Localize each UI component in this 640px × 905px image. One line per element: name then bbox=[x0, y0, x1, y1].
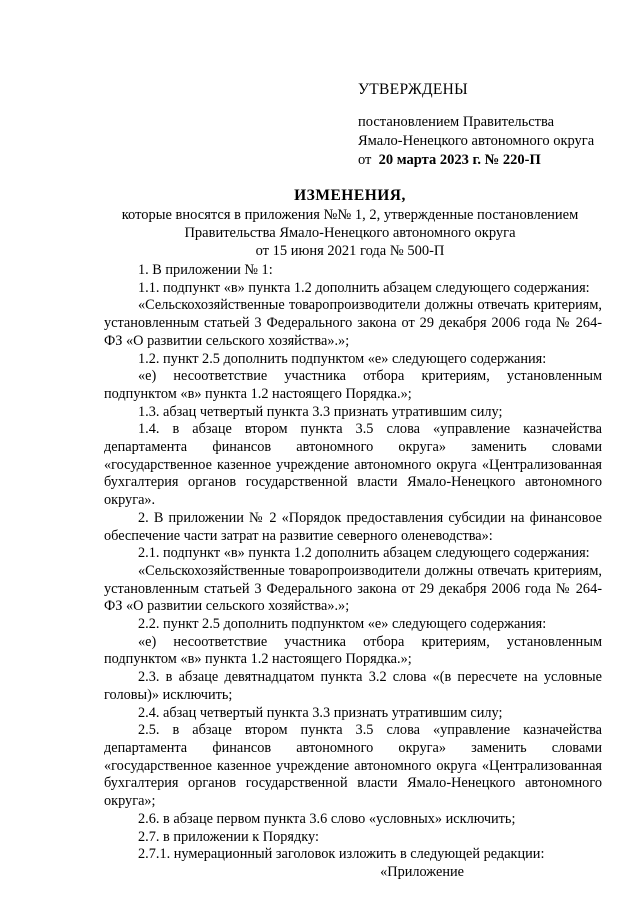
paragraph: 2.7.1. нумерационный заголовок изложить в следующей редакции: bbox=[138, 846, 545, 863]
paragraph: 2.2. пункт 2.5 дополнить подпунктом «е» следующего содержания: bbox=[138, 616, 547, 633]
document-title-block bbox=[90, 186, 610, 260]
title-line-3: от 15 июня 2021 года № 500-П bbox=[255, 243, 445, 259]
paragraph: 2.3. в абзаце девятнадцатом пункта 3.2 слова «(в пересчете на условные головы)» исключить; bbox=[104, 669, 602, 703]
paragraph: 2.1. подпункт «в» пункта 1.2 дополнить абзацем следующего содержания: bbox=[138, 545, 590, 562]
paragraph: 2.7. в приложении к Порядку: bbox=[138, 828, 319, 845]
approval-block bbox=[358, 80, 608, 170]
paragraph: 2. В приложении № 2 «Порядок предоставления субсидии на финансовое обеспечение части затрат на развитие северного оленеводства»: bbox=[104, 509, 602, 544]
approval-line-1: постановлением Правительства bbox=[358, 114, 555, 130]
paragraph: «е) несоответствие участника отбора критериям, установленным подпунктом «в» пункта 1.2 настоящего Порядка.»; bbox=[104, 368, 602, 402]
document-title: ИЗМЕНЕНИЯ, bbox=[294, 187, 406, 204]
paragraph: 1.3. абзац четвертый пункта 3.3 признать утратившим силу; bbox=[138, 403, 503, 420]
paragraph: «Сельскохозяйственные товаропроизводители должны отвечать критериям, установленным статьей 3 Федерального закона от 29 декабря 2006 года № 264-ФЗ «О развитии сельского хозяйства».»; bbox=[104, 297, 602, 349]
paragraph: 1.4. в абзаце втором пункта 3.5 слова «управление казначейства департамента финансов автономного округа» заменить словами «государственное казенное учреждение автономного округа «Централизованная бухгалтерия органов государственной власти Ямало-Ненецкого автономного округа». bbox=[104, 421, 602, 509]
document-body bbox=[104, 262, 602, 882]
paragraph: «Сельскохозяйственные товаропроизводители должны отвечать критериям, установленным статьей 3 Федерального закона от 29 декабря 2006 года № 264-ФЗ «О развитии сельского хозяйства».»; bbox=[104, 562, 602, 615]
paragraph: 2.4. абзац четвертый пункта 3.3 признать утратившим силу; bbox=[138, 704, 503, 721]
approval-date-line bbox=[358, 151, 608, 170]
paragraph: 2.5. в абзаце втором пункта 3.5 слова «управление казначейства департамента финансов автономного округа» заменить словами «государственное казенное учреждение автономного округа «Централизованная бухгалтерия органов государственной власти Ямало-Ненецкого автономного округа»; bbox=[104, 722, 602, 810]
paragraph: 1.1. подпункт «в» пункта 1.2 дополнить абзацем следующего содержания: bbox=[138, 279, 590, 296]
closing-text: «Приложение bbox=[380, 863, 464, 880]
title-line-1: которые вносятся в приложения №№ 1, 2, утвержденные постановлением bbox=[121, 207, 579, 223]
paragraph: 1.2. пункт 2.5 дополнить подпунктом «е» следующего содержания: bbox=[138, 350, 547, 367]
closing-line bbox=[104, 864, 602, 882]
paragraph: 2.6. в абзаце первом пункта 3.6 слово «условных» исключить; bbox=[138, 810, 516, 827]
approval-line-2: Ямало-Ненецкого автономного округа bbox=[358, 133, 595, 149]
paragraph: «е) несоответствие участника отбора критериям, установленным подпунктом «в» пункта 1.2 настоящего Порядка.»; bbox=[104, 633, 602, 668]
approval-prefix: от bbox=[358, 152, 372, 168]
approval-date-number: 20 марта 2023 г. № 220-П bbox=[378, 152, 541, 168]
title-line-2: Правительства Ямало-Ненецкого автономного округа bbox=[184, 225, 516, 241]
approval-heading: УТВЕРЖДЕНЫ bbox=[358, 81, 468, 98]
paragraph: 1. В приложении № 1: bbox=[138, 262, 273, 278]
